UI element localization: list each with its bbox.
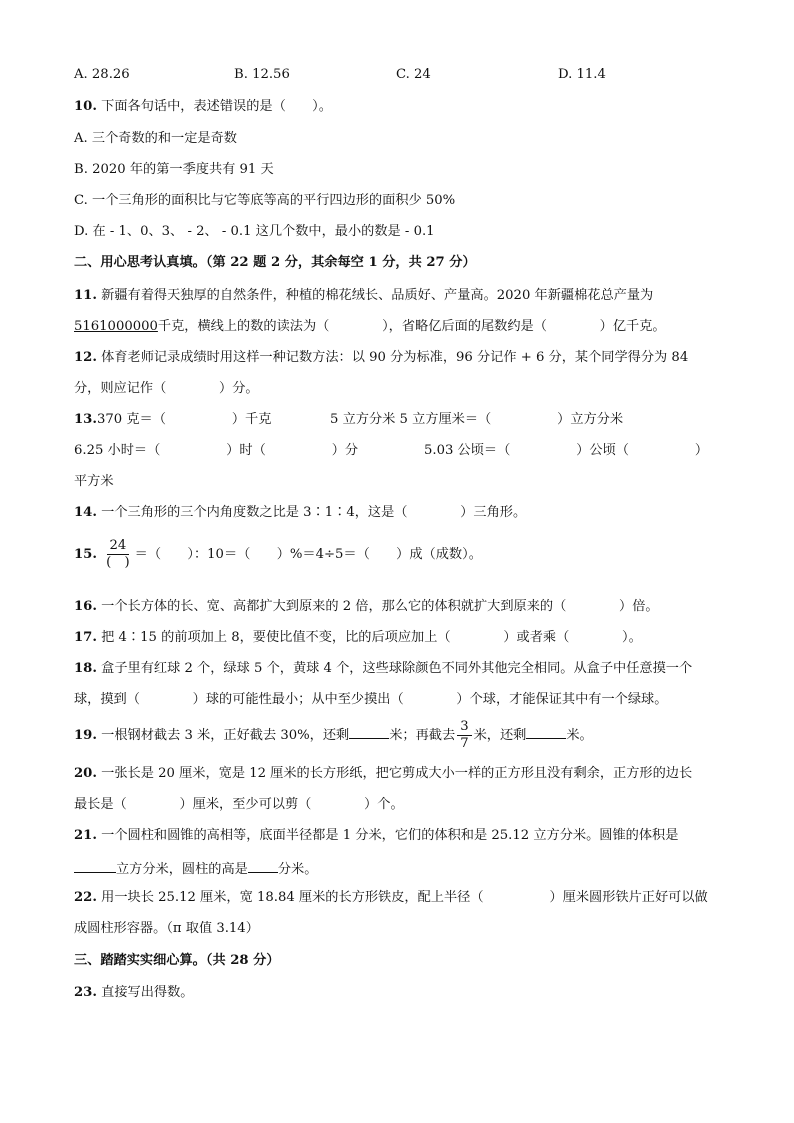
- q16-text: 一个长方体的长、宽、高都扩大到原来的 2 倍，那么它的体积就扩大到原来的（ ）倍。: [101, 599, 659, 614]
- q17: [74, 629, 642, 647]
- q12-line-2: 分，则应记作（ ）分。: [74, 381, 259, 396]
- q17-text: 把 4∶15 的前项加上 8，要使比值不变，比的后项应加上（ ）或者乘（ ）。: [101, 630, 642, 645]
- q9-option-b: B. 12.56: [234, 67, 290, 82]
- q10-option-c: C. 一个三角形的面积比与它等底等高的平行四边形的面积少 50%: [74, 193, 456, 208]
- q23-text: 直接写出得数。: [101, 985, 194, 1000]
- q18-number: 18.: [74, 661, 97, 676]
- q22-text-1: 用一块长 25.12 厘米，宽 18.84 厘米的长方形铁皮，配上半径（ ）厘米圆形铁片正好可以做: [101, 890, 708, 905]
- q13-number: 13.: [74, 412, 97, 427]
- q22-line-2: 成圆柱形容器。（π 取值 3.14）: [74, 921, 259, 936]
- q21-blank-2: [248, 858, 278, 873]
- q19: [74, 718, 593, 754]
- q15-text: ＝（ ）：10＝（ ）%＝4÷5＝（ ）成（成数）。: [134, 547, 482, 562]
- q9-option-d: D. 11.4: [558, 67, 606, 82]
- q22-number: 22.: [74, 890, 97, 905]
- q20-number: 20.: [74, 766, 97, 781]
- section-3-heading: 三、踏踏实实细心算。（共 28 分）: [74, 953, 280, 968]
- q20-text-1: 一张长是 20 厘米，宽是 12 厘米的长方形纸，把它剪成大小一样的正方形且没有剩余，正方形的边长: [101, 766, 693, 781]
- q20-line-1: [74, 765, 692, 783]
- q18-line-2: 球，摸到（ ）球的可能性最小；从中至少摸出（ ）个球，才能保证其中有一个绿球。: [74, 692, 668, 707]
- q13-line-1: [74, 411, 271, 429]
- q19-fraction-numerator: 3: [457, 720, 471, 736]
- q11-text-2: 千克，横线上的数的读法为（ ），省略亿后面的尾数约是（ ）亿千克。: [157, 319, 666, 334]
- q21-text-2: 立方分米，圆柱的高是: [116, 862, 248, 877]
- q12-line-1: [74, 349, 688, 367]
- q21-text-1: 一个圆柱和圆锥的高相等，底面半径都是 1 分米，它们的体积和是 25.12 立方分米。圆锥的体积是: [101, 828, 679, 843]
- q22-line-1: [74, 889, 708, 907]
- q11-text-1: 新疆有着得天独厚的自然条件，种植的棉花绒长、品质好、产量高。2020 年新疆棉花总产量为: [101, 288, 654, 303]
- q11-line-1: [74, 287, 653, 305]
- q16-number: 16.: [74, 599, 97, 614]
- q19-blank-2: [526, 724, 566, 739]
- q23-number: 23.: [74, 985, 97, 1000]
- q10-option-a: A. 三个奇数的和一定是奇数: [74, 131, 237, 146]
- q23: [74, 984, 193, 1002]
- q10-option-d: D. 在 - 1、0、3、 - 2、 - 0.1 这几个数中，最小的数是 - 0.1: [74, 224, 435, 239]
- q10-text: 下面各句话中，表述错误的是（ ）。: [101, 99, 332, 114]
- q16: [74, 598, 659, 616]
- q19-text-4: 米。: [566, 728, 593, 743]
- section-2-heading: 二、用心思考认真填。（第 22 题 2 分，其余每空 1 分，共 27 分）: [74, 255, 476, 270]
- q20-line-2: 最长是（ ）厘米，至少可以剪（ ）个。: [74, 797, 404, 812]
- q19-text-2: 米；再截去: [389, 728, 456, 743]
- q19-text-3: 米，还剩: [473, 728, 527, 743]
- q19-blank-1: [349, 724, 389, 739]
- q19-fraction-denominator: 7: [460, 736, 469, 751]
- q18-text-1: 盒子里有红球 2 个，绿球 5 个，黄球 4 个，这些球除颜色不同外其他完全相同。从盒子中任意摸一个: [101, 661, 693, 676]
- q21-text-3: 分米。: [277, 862, 318, 877]
- q14: [74, 504, 526, 522]
- q13-part-3: 6.25 小时＝（ ）时（ ）分: [74, 443, 359, 458]
- q11-underlined-number: 5161000000: [74, 319, 158, 334]
- q15: [74, 538, 482, 572]
- q15-fraction: [103, 539, 132, 570]
- q14-number: 14.: [74, 505, 97, 520]
- q21-blank-1: [74, 858, 116, 873]
- q21-line-1: [74, 827, 678, 845]
- q12-number: 12.: [74, 350, 97, 365]
- q19-number: 19.: [74, 728, 97, 743]
- q13-part-5: 平方米: [74, 474, 114, 489]
- q21-line-2: [74, 858, 317, 879]
- q17-number: 17.: [74, 630, 97, 645]
- q14-text: 一个三角形的三个内角度数之比是 3∶1∶4，这是（ ）三角形。: [101, 505, 527, 520]
- q18-line-1: [74, 660, 692, 678]
- q15-fraction-denominator: ( ): [106, 555, 130, 570]
- q21-number: 21.: [74, 828, 97, 843]
- q10-option-b: B. 2020 年的第一季度共有 91 天: [74, 162, 274, 177]
- q15-fraction-numerator: 24: [107, 539, 130, 555]
- q10-number: 10.: [74, 99, 97, 114]
- q13-part-1: 370 克＝（ ）千克: [96, 412, 272, 427]
- q11-line-2: [74, 318, 666, 336]
- q10-stem: [74, 98, 332, 116]
- q9-option-a: A. 28.26: [74, 67, 130, 82]
- q15-number: 15.: [74, 547, 97, 562]
- q13-part-4: 5.03 公顷＝（ ）公顷（ ）: [424, 443, 709, 458]
- q19-fraction: [457, 720, 471, 751]
- q11-number: 11.: [74, 288, 97, 303]
- q19-text-1: 一根钢材截去 3 米，正好截去 30%，还剩: [101, 728, 350, 743]
- q9-option-c: C. 24: [396, 67, 431, 82]
- q12-text-1: 体育老师记录成绩时用这样一种记数方法：以 90 分为标准，96 分记作 + 6 分，某个同学得分为 84: [101, 350, 689, 365]
- q13-part-2: 5 立方分米 5 立方厘米＝（ ）立方分米: [330, 412, 624, 427]
